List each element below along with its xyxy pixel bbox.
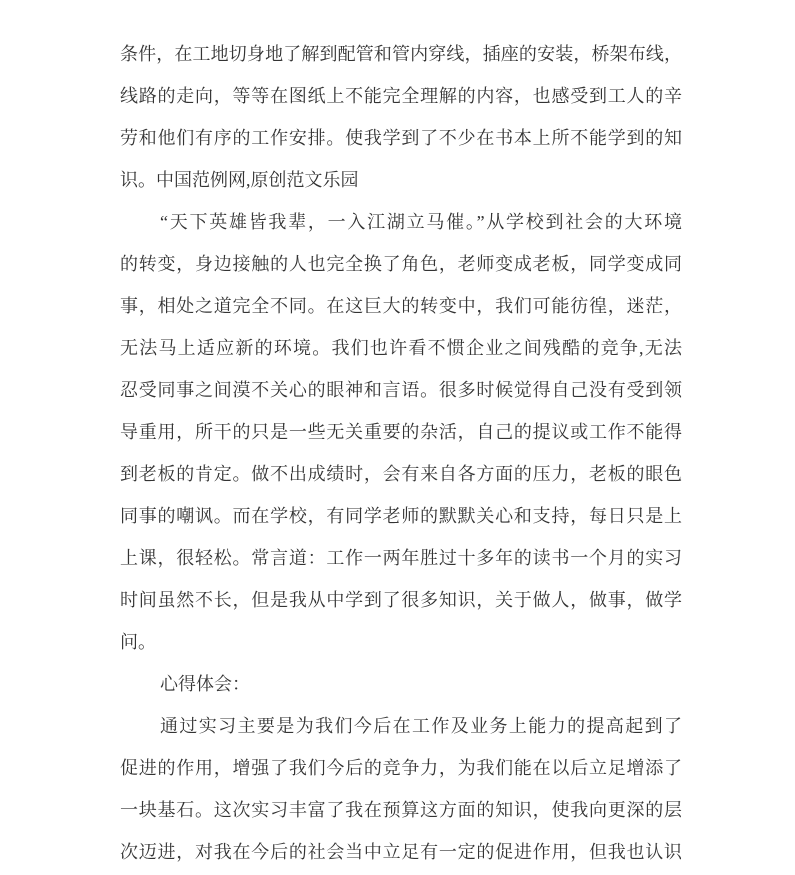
text-line: 线路的走向，等等在图纸上不能完全理解的内容，也感受到工人的辛 [120,86,682,106]
text-line-paragraph-start: 通过实习主要是为我们今后在工作及业务上能力的提高起到了 [160,716,682,736]
text-line: 劳和他们有序的工作安排。使我学到了不少在书本上所不能学到的知 [120,128,682,148]
text-line: 次迈进，对我在今后的社会当中立足有一定的促进作用，但我也认识 [120,842,682,862]
text-line: 的转变，身边接触的人也完全换了角色，老师变成老板，同学变成同 [120,254,682,274]
text-line: 促进的作用，增强了我们今后的竞争力，为我们能在以后立足增添了 [120,758,682,778]
text-line: 到老板的肯定。做不出成绩时，会有来自各方面的压力，老板的眼色 [120,464,682,484]
text-line: 识。中国范例网,原创范文乐园 [120,170,359,190]
text-line: 忍受同事之间漠不关心的眼神和言语。很多时候觉得自己没有受到领 [120,380,682,400]
text-line: 一块基石。这次实习丰富了我在预算这方面的知识，使我向更深的层 [120,800,682,820]
text-line: 条件，在工地切身地了解到配管和管内穿线，插座的安装，桥架布线， [120,44,682,64]
text-line: 时间虽然不长，但是我从中学到了很多知识，关于做人，做事，做学 [120,590,682,610]
text-line-paragraph-start: “天下英雄皆我辈，一入江湖立马催。”从学校到社会的大环境 [160,212,682,232]
text-line-section-heading: 心得体会： [160,674,250,694]
text-line-paragraph-end: 问。 [120,632,156,652]
text-line: 同事的嘲讽。而在学校，有同学老师的默默关心和支持，每日只是上 [120,506,682,526]
text-line: 事，相处之道完全不同。在这巨大的转变中，我们可能彷徨，迷茫， [120,296,682,316]
text-line: 上课，很轻松。常言道：工作一两年胜过十多年的读书一个月的实习 [120,548,682,568]
text-line: 导重用，所干的只是一些无关重要的杂活，自己的提议或工作不能得 [120,422,682,442]
document-text-body [120,33,682,873]
text-line: 无法马上适应新的环境。我们也许看不惯企业之间残酷的竞争,无法 [120,338,682,358]
